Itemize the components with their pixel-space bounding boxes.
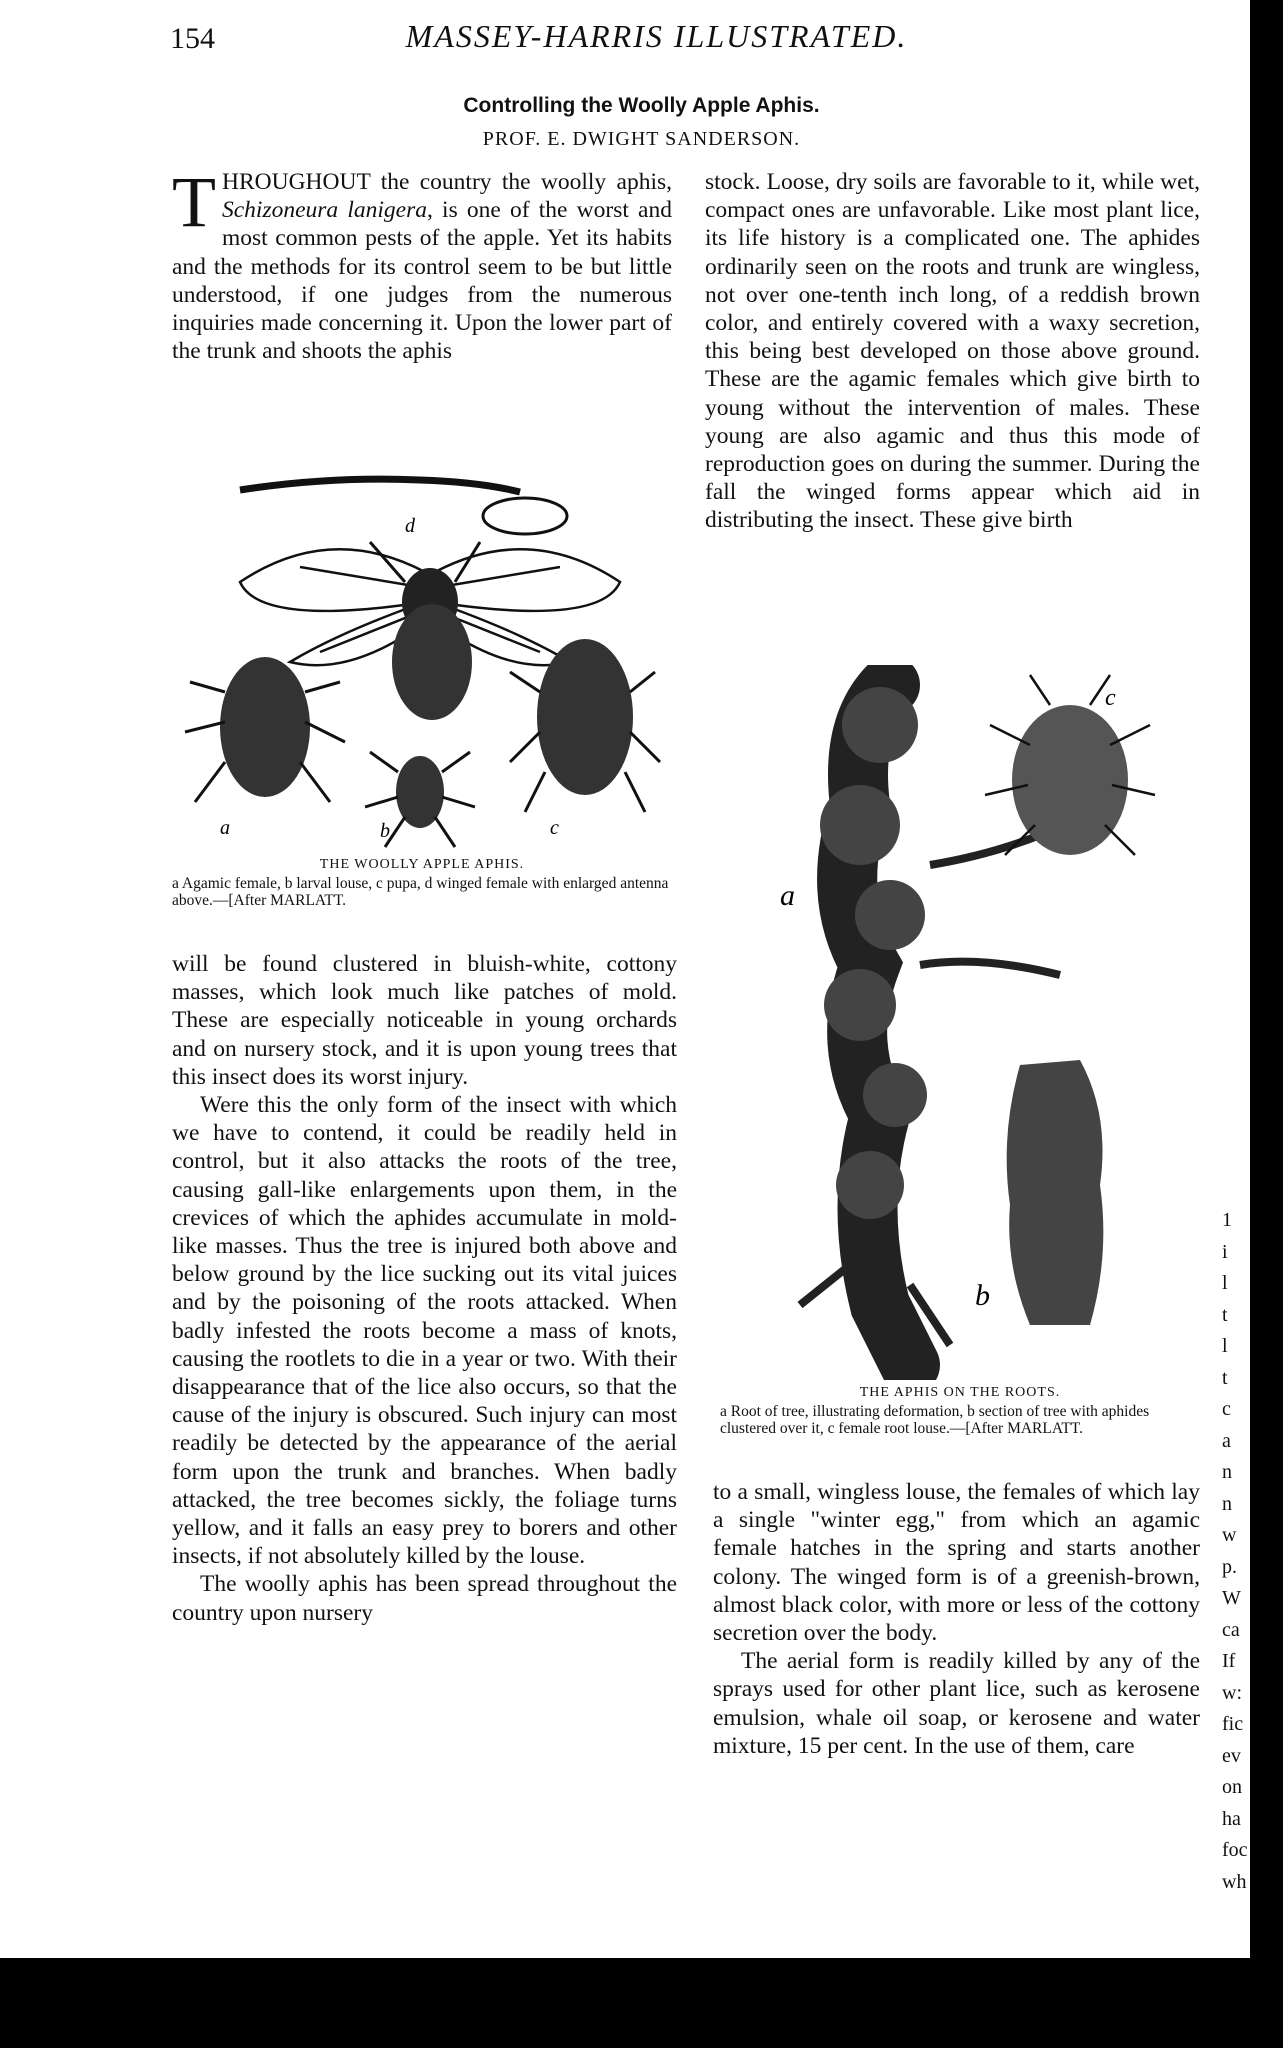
fragment: l [1222, 1272, 1228, 1294]
fragment: n [1222, 1492, 1232, 1515]
figure-1-caption-text: a Agamic female, b larval louse, c pupa, d winged female with enlarged antenna above.—[After MARLATT. [172, 875, 669, 909]
woolly-aphis-figure [180, 462, 670, 852]
paragraph-4: The woolly aphis has been spread throughout the country upon nursery [172, 1571, 677, 1626]
fragment: ha [1222, 1807, 1241, 1830]
fragment: t [1222, 1366, 1228, 1389]
fragment: 1 [1222, 1209, 1232, 1231]
fragment: ca [1222, 1618, 1240, 1641]
fragment: n [1222, 1461, 1232, 1483]
paragraph-6: to a small, wingless louse, the females of which lay a single "winter egg," from which an agamic female hatches in the spring and starts another colony. The winged form is of a greenish-brown, almost black color, with more or less of the cottony secretion over the body. [713, 1479, 1200, 1647]
paragraph-7: The aerial form is readily killed by any of the sprays used for other plant lice, such as kerosene emulsion, whale oil soap, or kerosene and water mixture, 15 per cent. In the use of them, care [713, 1648, 1200, 1759]
figure-2-caption [720, 1384, 1200, 1437]
fragment: on [1222, 1776, 1242, 1798]
running-head: MASSEY-HARRIS ILLUSTRATED. [405, 18, 908, 54]
fragment: a [1222, 1429, 1231, 1452]
page-number: 154 [170, 22, 215, 55]
figure-1-caption [172, 856, 672, 909]
scan-right-edge [1250, 0, 1283, 2048]
paragraph-3: Were this the only form of the insect with which we have to contend, it could be readily held in control, but it also attacks the roots of the tree, causing gall-like enlargements upon them, in the crevices of which the aphides accumulate in mold-like masses. Thus the tree is injured both above and below ground by the lice sucking out its vital juices and by the poisoning of the roots attacked. When badly infested the roots become a mass of knots, causing the rootlets to die in a year or two. With their disappearance that of the lice also occurs, so that the cause of the injury is obscured. Such injury can most readily be detected by the appearance of the aerial form upon the trunk and branches. When badly attacked, the tree becomes sickly, the foliage turns yellow, and it falls an easy prey to borers and other insects, if not absolutely killed by the louse. [172, 1092, 677, 1570]
column-1-bottom [172, 950, 677, 1627]
column-1-top [172, 162, 672, 365]
fragment: ev [1222, 1744, 1241, 1767]
paragraph-5: stock. Loose, dry soils are favorable to it, while wet, compact ones are unfavorable. Like most plant lice, its life history is a complicated one. The aphides ordinarily seen on the roots and trunk are wingless, not over one-tenth inch long, of a reddish brown color, and entirely covered with a waxy secretion, this being best developed on those above ground. These are the agamic females which give birth to young without the intervention of males. These young are also agamic and thus this mode of reproduction goes on during the summer. During the fall the winged forms appear which aid in distributing the insect. These give birth [705, 169, 1200, 534]
paragraph-1-text: HROUGHOUT the country the woolly aphis, [221, 169, 672, 195]
fragment: c [1222, 1398, 1231, 1420]
byline: PROF. E. DWIGHT SANDERSON. [482, 128, 801, 150]
fragment: If [1222, 1650, 1236, 1672]
fig2-label-c: c [1105, 685, 1116, 711]
fragment: W [1222, 1587, 1241, 1609]
fragment: foc [1222, 1839, 1248, 1861]
facing-page-fragments [1222, 1205, 1252, 1898]
species-name: Schizoneura lanigera [221, 197, 427, 224]
scan-bottom-band [0, 1958, 1283, 2048]
article-title: Controlling the Woolly Apple Aphis. [463, 94, 820, 117]
fragment: i [1222, 1240, 1228, 1263]
fig1-label-b: b [380, 820, 390, 842]
drop-cap: T [172, 162, 216, 242]
column-2-bottom [713, 1478, 1200, 1760]
fragment: p. [1222, 1555, 1237, 1578]
fragment: t [1222, 1303, 1228, 1326]
fragment: fic [1222, 1713, 1244, 1735]
fragment: w [1222, 1524, 1237, 1546]
fragment: w: [1222, 1681, 1242, 1704]
figure-2-title: THE APHIS ON THE ROOTS. [859, 1385, 1061, 1400]
fig1-label-a: a [220, 817, 230, 839]
fig2-label-b: b [975, 1279, 990, 1312]
paragraph-1-end: , is one of the worst and most common pests of the apple. Yet its habits and the methods for its control seem to be but little understood, if one judges from the numerous inquiries made concerning it. Upon the lower part of the trunk and shoots the aphis [172, 197, 672, 365]
fig1-label-c: c [550, 817, 559, 839]
root-aphis-figure [760, 665, 1200, 1380]
figure-1-title: THE WOOLLY APPLE APHIS. [319, 857, 525, 872]
paragraph-2: will be found clustered in bluish-white, cottony masses, which look much like patches of mold. These are especially noticeable in young orchards and on nursery stock, and it is upon young trees that this insect does its worst injury. [172, 951, 677, 1090]
fragment: wh [1222, 1870, 1247, 1893]
figure-2-caption-text: a Root of tree, illustrating deformation, b section of tree with aphides clustered over it, c female root louse.—[After MARLATT. [720, 1403, 1150, 1437]
fig2-label-a: a [780, 879, 795, 912]
column-2-top [705, 168, 1200, 535]
fragment: l [1222, 1335, 1228, 1357]
fig1-label-d: d [405, 515, 415, 537]
